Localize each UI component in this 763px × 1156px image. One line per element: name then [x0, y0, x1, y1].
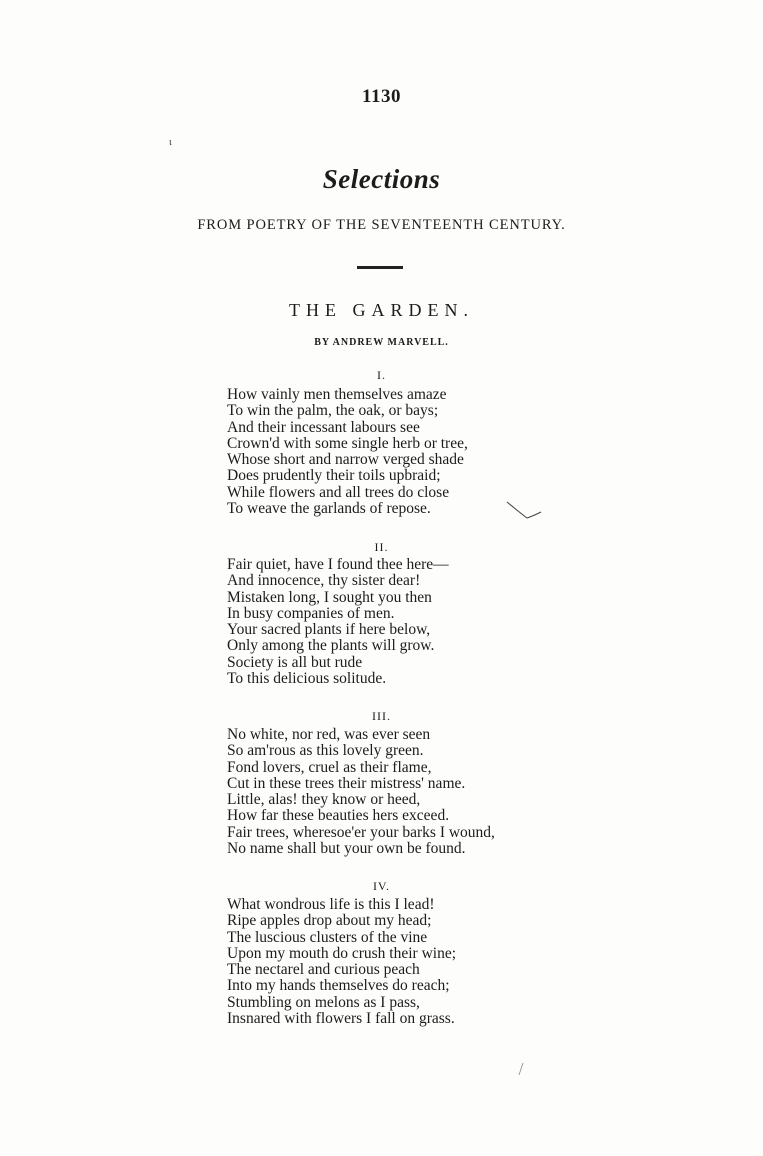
poem-line: How vainly men themselves amaze	[227, 386, 447, 403]
stanza-3	[227, 727, 647, 857]
poem-line: Fair trees, wheresoe'er your barks I wound,	[227, 823, 495, 841]
stanza-numeral: III.	[372, 709, 391, 723]
poem-line: The nectarel and curious peach	[227, 961, 420, 979]
poem-line: Does prudently their toils upbraid;	[227, 467, 441, 485]
poem-line: The luscious clusters of the vine	[227, 928, 428, 946]
poem-line: And their incessant labours see	[227, 418, 420, 436]
poem-line: Cut in these trees their mistress' name.	[227, 774, 466, 792]
stanza-numeral: I.	[377, 368, 386, 382]
poem-line: Only among the plants will grow.	[227, 637, 435, 655]
poem-line: No white, nor red, was ever seen	[227, 726, 431, 743]
stanza-4	[227, 897, 647, 1027]
poem-line: To win the palm, the oak, or bays;	[227, 402, 439, 420]
stanza-2	[227, 557, 647, 687]
section-heading: Selections	[322, 164, 441, 194]
divider-rule	[357, 266, 403, 269]
poem-line: Insnared with flowers I fall on grass.	[227, 1010, 455, 1028]
poem-line: So am'rous as this lovely green.	[227, 742, 424, 760]
poem-line: Your sacred plants if here below,	[227, 621, 431, 639]
stray-mark: ι	[169, 137, 172, 148]
stanza-numeral: IV.	[372, 879, 391, 893]
stanza-numeral: II.	[374, 540, 389, 554]
poem-line: Little, alas! they know or heed,	[227, 791, 421, 809]
stanza-1	[227, 387, 647, 517]
poem-line: Stumbling on melons as I pass,	[227, 993, 420, 1011]
page-number: 1130	[362, 86, 401, 107]
poem-line: To this delicious solitude.	[227, 670, 387, 688]
poem-line: Ripe apples drop about my head;	[227, 912, 432, 930]
section-subtitle: FROM POETRY OF THE SEVENTEENTH CENTURY.	[197, 217, 566, 233]
poem-line: Whose short and narrow verged shade	[227, 451, 464, 469]
poem-line: Mistaken long, I sought you then	[227, 588, 432, 606]
poem-title: THE GARDEN.	[289, 300, 474, 320]
poem-author: BY ANDREW MARVELL.	[314, 337, 449, 348]
poem-line: While flowers and all trees do close	[227, 483, 450, 501]
poem-line: How far these beauties hers exceed.	[227, 807, 450, 825]
poem-line: Fond lovers, cruel as their flame,	[227, 758, 432, 776]
poem-line: Crown'd with some single herb or tree,	[227, 434, 468, 452]
poem-line: Society is all but rude	[227, 653, 363, 671]
poem-line: No name shall but your own be found.	[227, 840, 466, 858]
poem-line: Fair quiet, have I found thee here—	[227, 556, 449, 573]
flourish-mark	[505, 498, 545, 522]
poem-line: What wondrous life is this I lead!	[227, 896, 435, 913]
poem-line: To weave the garlands of repose.	[227, 500, 431, 518]
corner-mark	[518, 1062, 524, 1076]
poem-line: Into my hands themselves do reach;	[227, 977, 450, 995]
poem-line: And innocence, thy sister dear!	[227, 572, 421, 590]
poem-line: Upon my mouth do crush their wine;	[227, 944, 457, 962]
poem-line: In busy companies of men.	[227, 604, 395, 622]
